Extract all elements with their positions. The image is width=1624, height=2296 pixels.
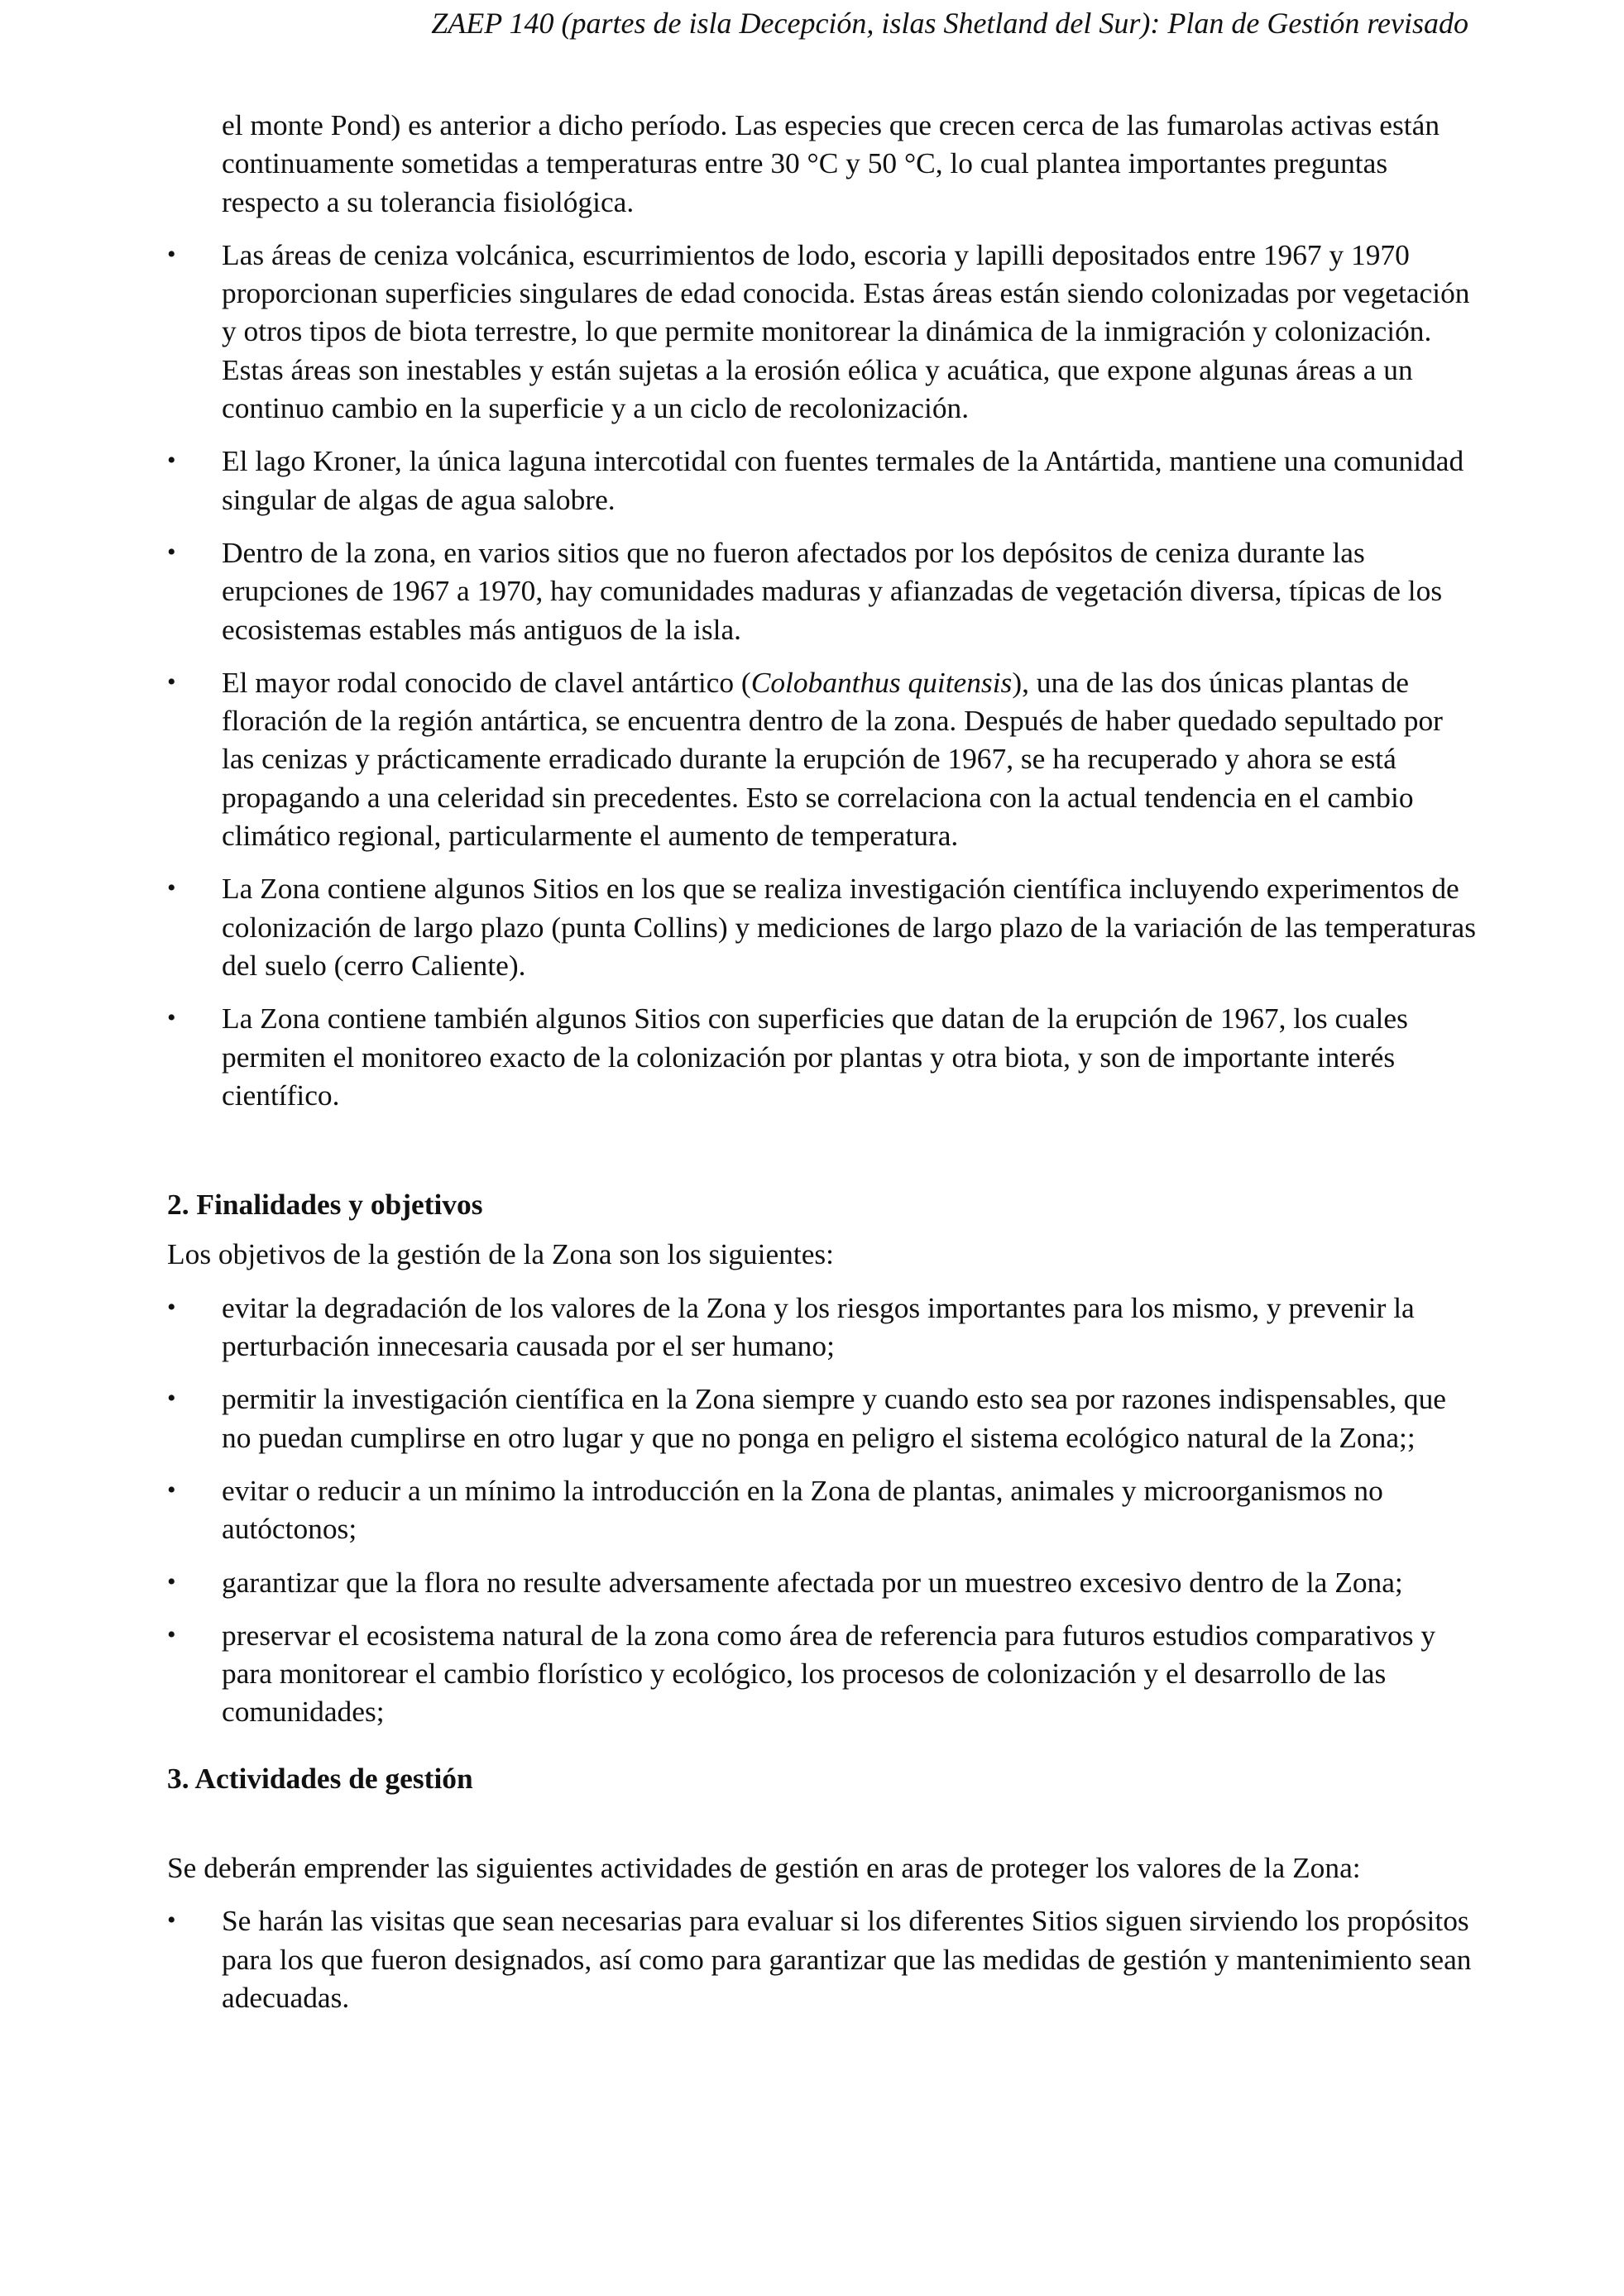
bullet-icon: •: [167, 240, 176, 268]
bullet-icon: •: [167, 1567, 176, 1595]
bullet-icon: •: [167, 1004, 176, 1032]
list-item: [167, 663, 1483, 854]
list-item: [167, 1616, 1483, 1731]
bullet-icon: •: [167, 1620, 176, 1648]
list-item-text: La Zona contiene también algunos Sitios con superficies que datan de la erupción de 1967, los cuales permiten el monitoreo exacto de la colonización por plantas y otra biota, y son de importante interés científico.: [222, 1002, 1408, 1112]
list-item-text: evitar la degradación de los valores de la Zona y los riesgos importantes para los mismo, y prevenir la perturbación innecesaria causada por el ser humano;: [222, 1290, 1415, 1363]
continuation-paragraph: el monte Pond) es anterior a dicho período. Las especies que crecen cerca de las fumarolas activas están continuamente sometidas a temperaturas entre 30 °C y 50 °C, lo cual plantea importantes preguntas respecto a su tolerancia fisiológica.: [222, 108, 1440, 218]
list-item: [167, 442, 1483, 519]
management-intro: Se deberán emprender las siguientes actividades de gestión en aras de proteger los valores de la Zona:: [167, 1850, 1361, 1884]
objectives-intro: Los objetivos de la gestión de la Zona son los siguientes:: [167, 1237, 835, 1271]
list-item-text-pre: El mayor rodal conocido de clavel antártico (: [222, 665, 751, 699]
objectives-bullet-list: [167, 1289, 1483, 1731]
list-item-text: Se harán las visitas que sean necesarias para evaluar si los diferentes Sitios siguen sirviendo los propósitos para los que fueron designados, así como para garantizar que las medidas de gestión y mantenimiento sean adecuadas.: [222, 1904, 1472, 2014]
list-item: [167, 1901, 1483, 2016]
bullet-icon: •: [167, 667, 176, 696]
bullet-icon: •: [167, 1385, 176, 1413]
list-item-text: preservar el ecosistema natural de la zona como área de referencia para futuros estudios comparativos y para monitorear el cambio florístico y ecológico, los procesos de colonización y el desarrollo de las comunidades;: [222, 1618, 1436, 1729]
list-item-text: garantizar que la flora no resulte adversamente afectada por un muestreo excesivo dentro de la Zona;: [222, 1565, 1403, 1599]
list-item-text: permitir la investigación científica en la Zona siempre y cuando esto sea por razones indispensables, que no puedan cumplirse en otro lugar y que no ponga en peligro el sistema ecológico natural de la Zona;;: [222, 1382, 1446, 1454]
management-bullet-list: [167, 1901, 1483, 2016]
document-body: [167, 106, 1483, 2031]
list-item-text: La Zona contiene algunos Sitios en los que se realiza investigación científica incluyendo experimentos de colonización de largo plazo (punta Collins) y mediciones de largo plazo de la variación de las temperaturas del suelo (cerro Caliente).: [222, 872, 1477, 982]
list-item-text-post: ), una de las dos únicas plantas de floración de la región antártica, se encuentra dentro de la zona. Después de haber quedado sepultado por las cenizas y prácticamente erradicado durante la erupción de 1967, se ha recuperado y ahora se está propagando a una celeridad sin precedentes. Esto se correlaciona con la actual tendencia en el cambio climático regional, particularmente el aumento de temperatura.: [222, 665, 1443, 853]
list-item-text: Dentro de la zona, en varios sitios que no fueron afectados por los depósitos de ceniza durante las erupciones de 1967 a 1970, hay comunidades maduras y afianzadas de vegetación diversa, típicas de los ecosistemas estables más antiguos de la isla.: [222, 535, 1443, 646]
list-item: [167, 533, 1483, 648]
bullet-icon: •: [167, 1906, 176, 1935]
species-name: Colobanthus quitensis: [750, 665, 1013, 699]
list-item: [167, 1563, 1483, 1601]
list-item: [167, 1380, 1483, 1457]
list-item: [167, 1289, 1483, 1366]
list-item: [167, 869, 1483, 984]
list-item-text: evitar o reducir a un mínimo la introducción en la Zona de plantas, animales y microorganismos no autóctonos;: [222, 1473, 1383, 1546]
list-item: [167, 236, 1483, 427]
bullet-icon: •: [167, 1293, 176, 1321]
bullet-icon: •: [167, 1476, 176, 1504]
list-item-text: Las áreas de ceniza volcánica, escurrimientos de lodo, escoria y lapilli depositados entre 1967 y 1970 proporcionan superficies singulares de edad conocida. Estas áreas están siendo colonizadas por vegetación y otros tipos de biota terrestre, lo que permite monitorear la dinámica de la inmigración y colonización. Estas áreas son inestables y están sujetas a la erosión eólica y acuática, que expone algunas áreas a un continuo cambio en la superficie y a un ciclo de recolonización.: [222, 237, 1470, 425]
section-heading-management: 3. Actividades de gestión: [167, 1761, 473, 1795]
list-item: [167, 1471, 1483, 1548]
list-item-text: El lago Kroner, la única laguna intercotidal con fuentes termales de la Antártida, mantiene una comunidad singular de algas de agua salobre.: [222, 444, 1464, 516]
running-header: ZAEP 140 (partes de isla Decepción, islas Shetland del Sur): Plan de Gestión revisado: [431, 7, 1468, 40]
list-item: [167, 999, 1483, 1114]
bullet-icon: •: [167, 447, 176, 475]
bullet-icon: •: [167, 874, 176, 902]
bullet-icon: •: [167, 538, 176, 566]
values-bullet-list: [167, 236, 1483, 1114]
section-heading-objectives: 2. Finalidades y objetivos: [167, 1188, 483, 1222]
